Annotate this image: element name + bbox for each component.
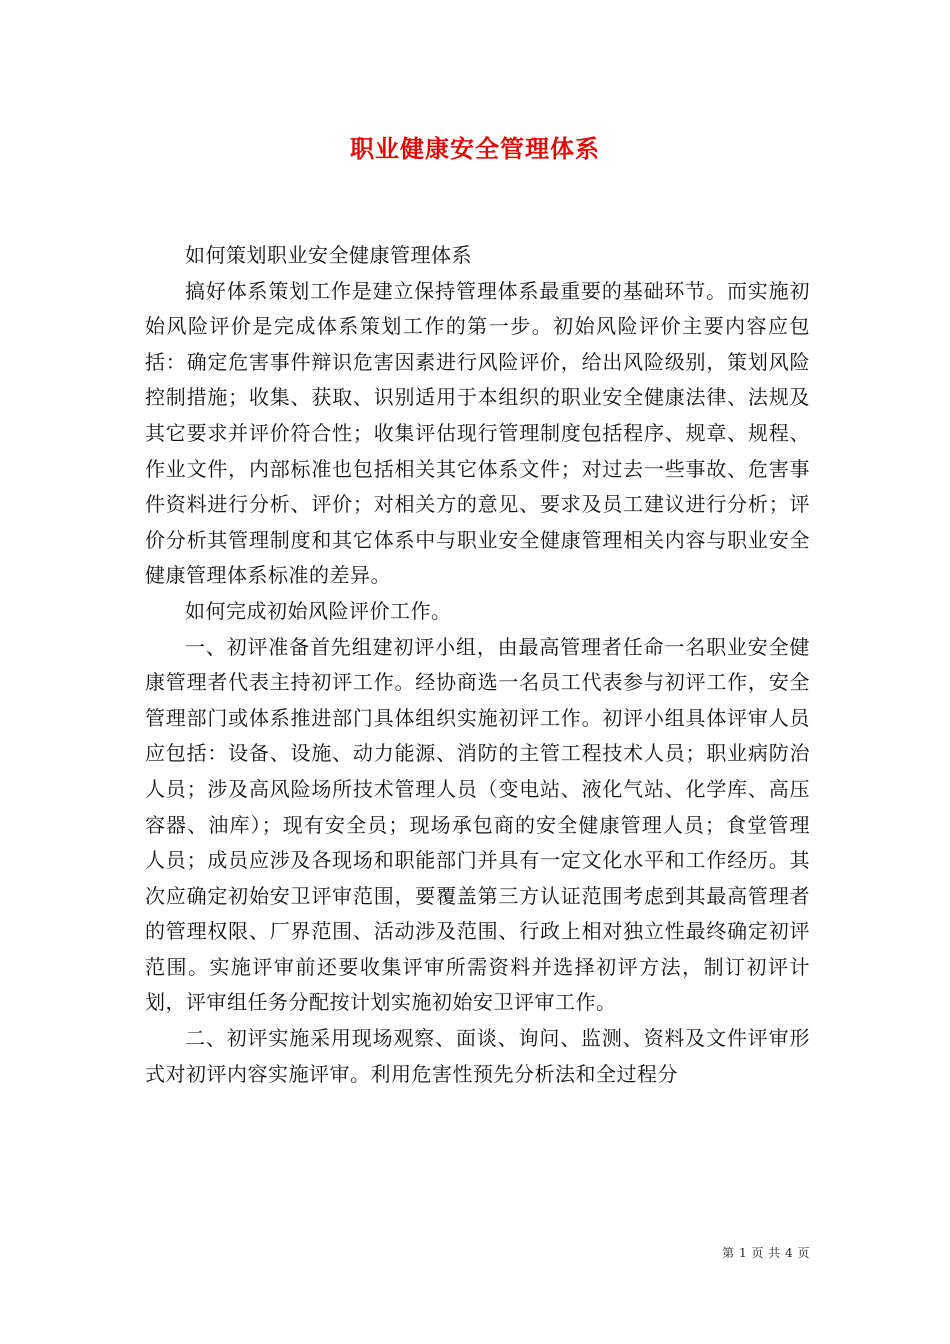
page-number: 第 1 页 共 4 页 [722,1246,810,1260]
paragraph-heading-planning: 如何策划职业安全健康管理体系 [185,243,472,267]
paragraph-planning-content: 搞好体系策划工作是建立保持管理体系最重要的基础环节。而实施初始风险评价是完成体系策划工作的第一步。初始风险评价主要内容应包括：确定危害事件辩识危害因素进行风险评价，给出风险级别，策划风险控制措施；收集、获取、识别适用于本组织的职业安全健康法律、法规及其它要求并评价符合性；收集评估现行管理制度包括程序、规章、规程、作业文件，内部标准也包括相关其它体系文件；对过去一些事故、危害事件资料进行分析、评价；对相关方的意见、要求及员工建议进行分析；评价分析其管理制度和其它体系中与职业安全健康管理相关内容与职业安全健康管理体系标准的差异。 [145,278,810,588]
paragraph-step-one-preparation: 一、初评准备首先组建初评小组，由最高管理者任命一名职业安全健康管理者代表主持初评工作。经协商选一名员工代表参与初评工作，安全管理部门或体系推进部门具体组织实施初评工作。初评小组具体评审人员应包括：设备、设施、动力能源、消防的主管工程技术人员；职业病防治人员；涉及高风险场所技术管理人员（变电站、液化气站、化学库、高压容器、油库）；现有安全员；现场承包商的安全健康管理人员；食堂管理人员；成员应涉及各现场和职能部门并具有一定文化水平和工作经历。其次应确定初始安卫评审范围，要覆盖第三方认证范围考虑到其最高管理者的管理权限、厂界范围、活动涉及范围、行政上相对独立性最终确定初评范围。实施评审前还要收集评审所需资料并选择初评方法，制订初评计划，评审组任务分配按计划实施初始安卫评审工作。 [145,634,810,1015]
paragraph-heading-initial-assessment: 如何完成初始风险评价工作。 [185,598,452,623]
paragraph-step-two-implementation: 二、初评实施采用现场观察、面谈、询问、监测、资料及文件评审形式对初评内容实施评审。利用危害性预先分析法和全过程分 [145,1026,810,1086]
page-title: 职业健康安全管理体系 [350,134,600,163]
document-body [145,238,810,1092]
